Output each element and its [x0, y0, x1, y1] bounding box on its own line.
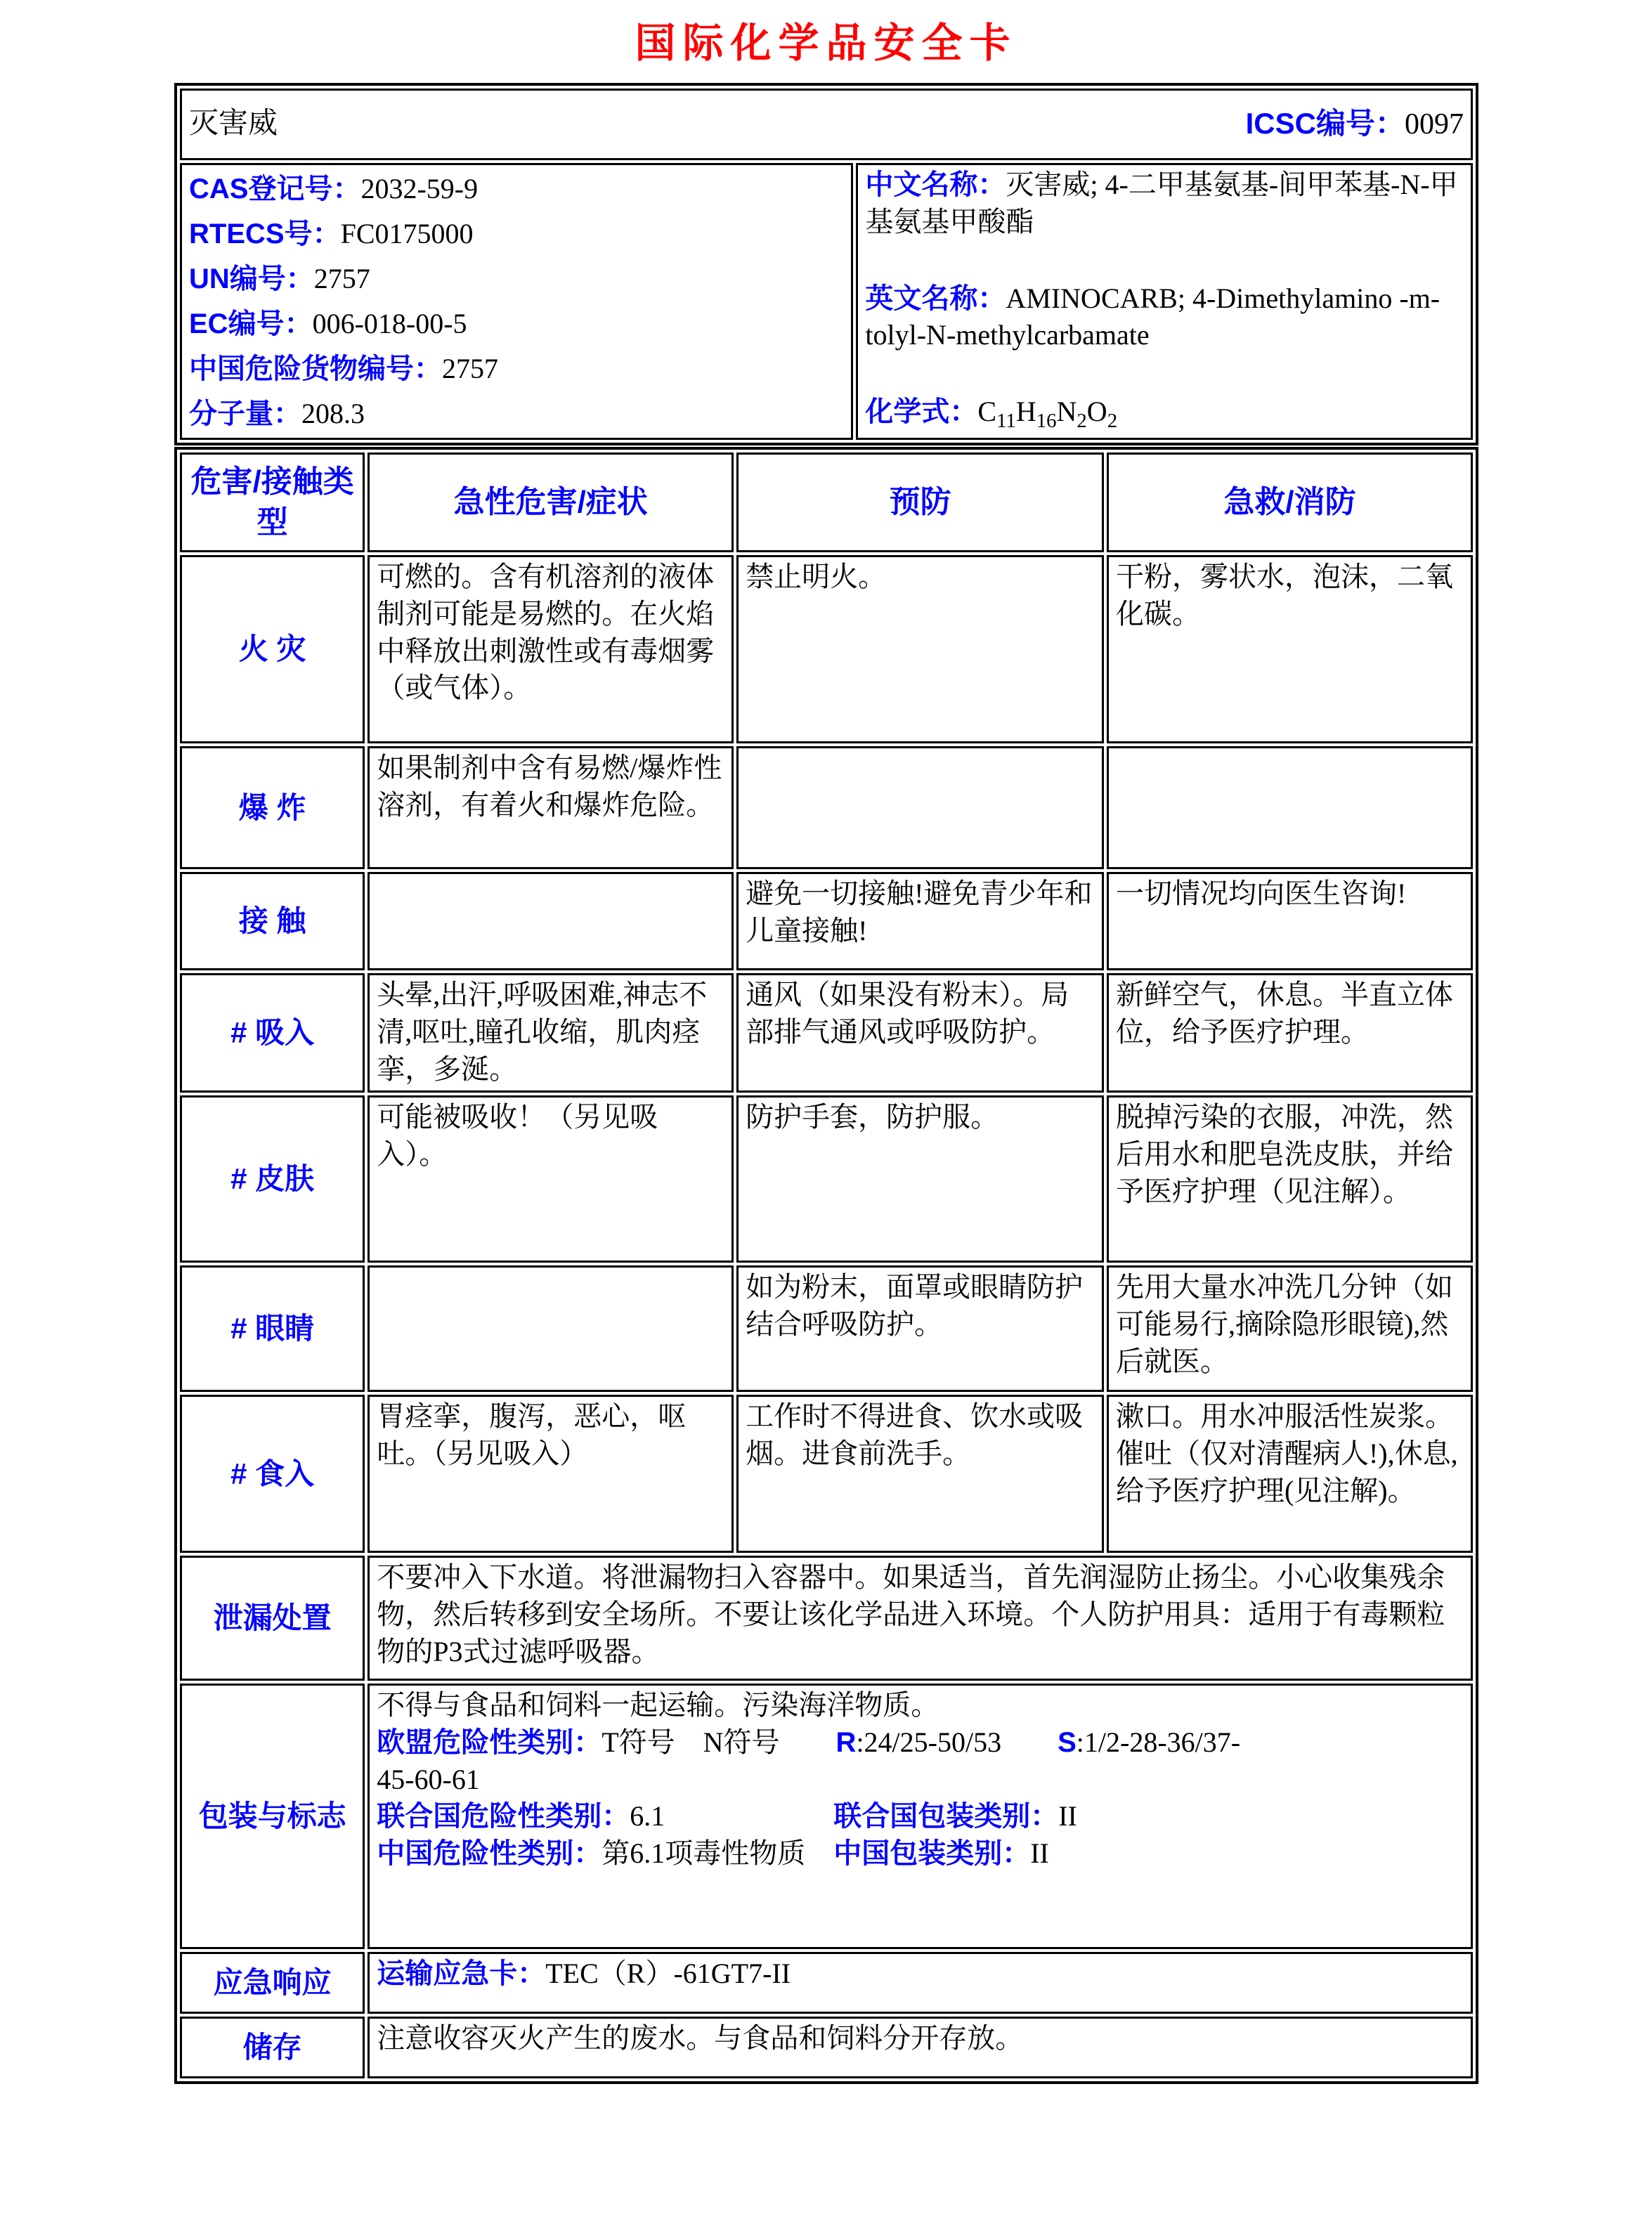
field-value: 45-60-61	[377, 1763, 480, 1795]
identifier-value: 2032-59-9	[360, 173, 479, 204]
hazard-row	[180, 555, 1473, 743]
symptoms-cell: 如果制剂中含有易燃/爆炸性溶剂，有着火和爆炸危险。	[368, 746, 734, 869]
symptoms-cell: 可燃的。含有机溶剂的液体制剂可能是易燃的。在火焰中释放出刺激性或有毒烟雾（或气体）。	[368, 555, 734, 743]
field-value: 第6.1项毒性物质	[601, 1837, 834, 1870]
section-content-line	[377, 1835, 1464, 1873]
safety-card	[174, 83, 1478, 2084]
identifier-value: 208.3	[301, 398, 365, 429]
section-content-line	[377, 1724, 1464, 1762]
col-header-prevention: 预防	[736, 452, 1104, 552]
section-content-line	[377, 1687, 1464, 1724]
first-aid-cell	[1107, 746, 1473, 869]
first-aid-cell: 新鲜空气，休息。半直立体位，给予医疗护理。	[1107, 973, 1473, 1093]
identifier-label: EC编号：	[189, 308, 313, 339]
icsc-number-group	[1246, 104, 1464, 144]
hazard-row	[180, 746, 1473, 869]
formula-line	[865, 393, 1464, 434]
identifier-label: CAS登记号：	[189, 174, 361, 204]
chinese-name-line	[865, 167, 1464, 241]
hazard-row	[180, 1095, 1473, 1263]
hazard-header-row	[180, 452, 1473, 552]
header-table	[174, 83, 1478, 445]
first-aid-cell: 一切情况均向医生咨询!	[1107, 872, 1473, 970]
field-value: 注意收容灭火产生的废水。与食品和饲料分开存放。	[377, 2022, 1024, 2054]
field-value: 不得与食品和饲料一起运输。污染海洋物质。	[377, 1689, 939, 1721]
formula-label: 化学式：	[865, 396, 978, 428]
field-value: II	[1030, 1837, 1049, 1870]
identifier-line	[189, 211, 844, 256]
chemical-formula: $C_{11}H_{16}N_2O_2$	[977, 396, 1118, 433]
prevention-cell: 禁止明火。	[736, 555, 1104, 743]
identifier-line	[189, 167, 844, 211]
identifier-line	[189, 346, 844, 391]
field-value: TEC（R）-61GT7-II	[545, 1958, 791, 1989]
field-value: 6.1	[630, 1800, 834, 1832]
chemical-name: 灭害威	[189, 108, 278, 141]
symptoms-cell	[368, 872, 734, 970]
section-content-cell	[368, 1952, 1473, 2014]
symptoms-cell: 胃痉挛，腹泻，恶心，呕吐。（另见吸入）	[368, 1395, 734, 1553]
prevention-cell: 防护手套，防护服。	[736, 1095, 1104, 1263]
section-content-line	[377, 1798, 1464, 1835]
first-aid-cell: 漱口。用水冲服活性炭浆。催吐（仅对清醒病人!),休息,给予医疗护理(见注解)。	[1107, 1395, 1473, 1553]
first-aid-cell: 脱掉污染的衣服，冲洗，然后用水和肥皂洗皮肤，并给予医疗护理（见注解）。	[1107, 1095, 1473, 1263]
identifier-line	[189, 256, 844, 301]
hazard-type-cell: # 眼睛	[180, 1265, 365, 1392]
field-label: R	[835, 1726, 857, 1758]
hazard-type-cell: 火 灾	[180, 555, 365, 743]
field-value: 不要冲入下水道。将泄漏物扫入容器中。如果适当，首先润湿防止扬尘。小心收集残余物，然后转移到安全场所。不要让该化学品进入环境。个人防护用具：适用于有毒颗粒物的P3式过滤呼吸器。	[377, 1561, 1445, 1667]
identifier-value: FC0175000	[340, 218, 474, 249]
page	[0, 10, 1652, 2084]
field-value: :1/2-28-36/37-	[1076, 1726, 1241, 1758]
chinese-name-value: 灭害威; 4-二甲基氨基-间甲苯基-N-甲基氨基甲酸酯	[865, 169, 1458, 237]
identifier-value: 006-018-00-5	[312, 308, 467, 339]
section-content-line	[377, 1762, 1464, 1799]
hazard-row	[180, 1395, 1473, 1553]
hazard-type-cell: # 皮肤	[180, 1095, 365, 1263]
hazard-row	[180, 1265, 1473, 1392]
hazard-row	[180, 973, 1473, 1093]
section-content-cell	[368, 2017, 1473, 2078]
field-label: 联合国包装类别：	[833, 1801, 1059, 1832]
prevention-cell: 如为粉末，面罩或眼睛防护结合呼吸防护。	[736, 1265, 1104, 1392]
chinese-name-label: 中文名称：	[865, 169, 1006, 200]
english-name-label: 英文名称：	[865, 282, 1006, 314]
identifier-line	[189, 391, 844, 436]
section-content-line	[377, 1955, 1464, 1993]
identifier-label: RTECS号：	[189, 219, 341, 249]
identifier-list	[189, 167, 844, 436]
names-cell	[856, 163, 1473, 440]
page-title: 国际化学品安全卡	[635, 19, 1017, 67]
identifier-value: 2757	[442, 353, 498, 384]
col-header-hazard-type: 危害/接触类型	[180, 452, 365, 552]
section-row	[180, 1952, 1473, 2014]
identifiers-cell	[180, 163, 853, 440]
field-label: 中国危险性类别：	[377, 1838, 602, 1870]
field-label: 联合国危险性类别：	[377, 1801, 630, 1832]
identifier-label: 分子量：	[189, 398, 301, 429]
field-label: 欧盟危险性类别：	[377, 1726, 602, 1758]
identifier-label: UN编号：	[189, 263, 314, 294]
prevention-cell: 通风（如果没有粉末）。局部排气通风或呼吸防护。	[736, 973, 1104, 1093]
hazard-table	[174, 447, 1478, 2084]
prevention-cell: 工作时不得进食、饮水或吸烟。进食前洗手。	[736, 1395, 1104, 1553]
first-aid-cell: 干粉，雾状水，泡沫，二氧化碳。	[1107, 555, 1473, 743]
identifier-label: 中国危险货物编号：	[189, 353, 442, 384]
hazard-type-cell: # 食入	[180, 1395, 365, 1553]
prevention-cell: 避免一切接触!避免青少年和儿童接触!	[736, 872, 1104, 970]
card-header-row	[180, 89, 1473, 160]
section-content-cell	[368, 1556, 1473, 1681]
section-content-line	[377, 1559, 1464, 1670]
icsc-label: ICSC编号：	[1245, 107, 1405, 141]
first-aid-cell: 先用大量水冲洗几分钟（如可能易行,摘除隐形眼镜),然后就医。	[1107, 1265, 1473, 1392]
symptoms-cell: 头晕,出汗,呼吸困难,神志不清,呕吐,瞳孔收缩，肌肉痉挛，多涎。	[368, 973, 734, 1093]
field-value: II	[1058, 1800, 1077, 1832]
symptoms-cell	[368, 1265, 734, 1392]
hazard-row	[180, 872, 1473, 970]
field-label: 运输应急卡：	[377, 1958, 546, 1989]
card-header-cell	[180, 89, 1473, 160]
icsc-number: 0097	[1405, 108, 1464, 141]
prevention-cell	[736, 746, 1104, 869]
field-label: 中国包装类别：	[833, 1838, 1031, 1870]
english-name-line	[865, 280, 1464, 355]
col-header-symptoms: 急性危害/症状	[368, 452, 734, 552]
section-label-cell: 储存	[180, 2017, 365, 2078]
hazard-type-cell: 爆 炸	[180, 746, 365, 869]
section-rows	[180, 1556, 1473, 2078]
hazard-type-cell: 接 触	[180, 872, 365, 970]
section-row	[180, 2017, 1473, 2078]
identifier-value: 2757	[313, 263, 370, 294]
section-label-cell: 应急响应	[180, 1952, 365, 2014]
english-name-value: AMINOCARB; 4-Dimethylamino -m-tolyl-N-methylcarbamate	[865, 282, 1440, 351]
field-value: :24/25-50/53	[856, 1726, 1058, 1758]
section-content-line	[377, 2020, 1464, 2057]
hazard-type-cell: # 吸入	[180, 973, 365, 1093]
section-content-cell	[368, 1684, 1473, 1949]
hazard-rows	[180, 555, 1473, 1553]
section-label-cell: 包装与标志	[180, 1684, 365, 1949]
symptoms-cell: 可能被吸收！（另见吸入）。	[368, 1095, 734, 1263]
section-label-cell: 泄漏处置	[180, 1556, 365, 1681]
identifier-line	[189, 301, 844, 346]
field-label: S	[1058, 1726, 1077, 1758]
section-row	[180, 1556, 1473, 1681]
field-value: T符号 N符号	[601, 1726, 836, 1758]
col-header-first-aid: 急救/消防	[1107, 452, 1473, 552]
section-row	[180, 1684, 1473, 1949]
identity-row	[180, 163, 1473, 440]
